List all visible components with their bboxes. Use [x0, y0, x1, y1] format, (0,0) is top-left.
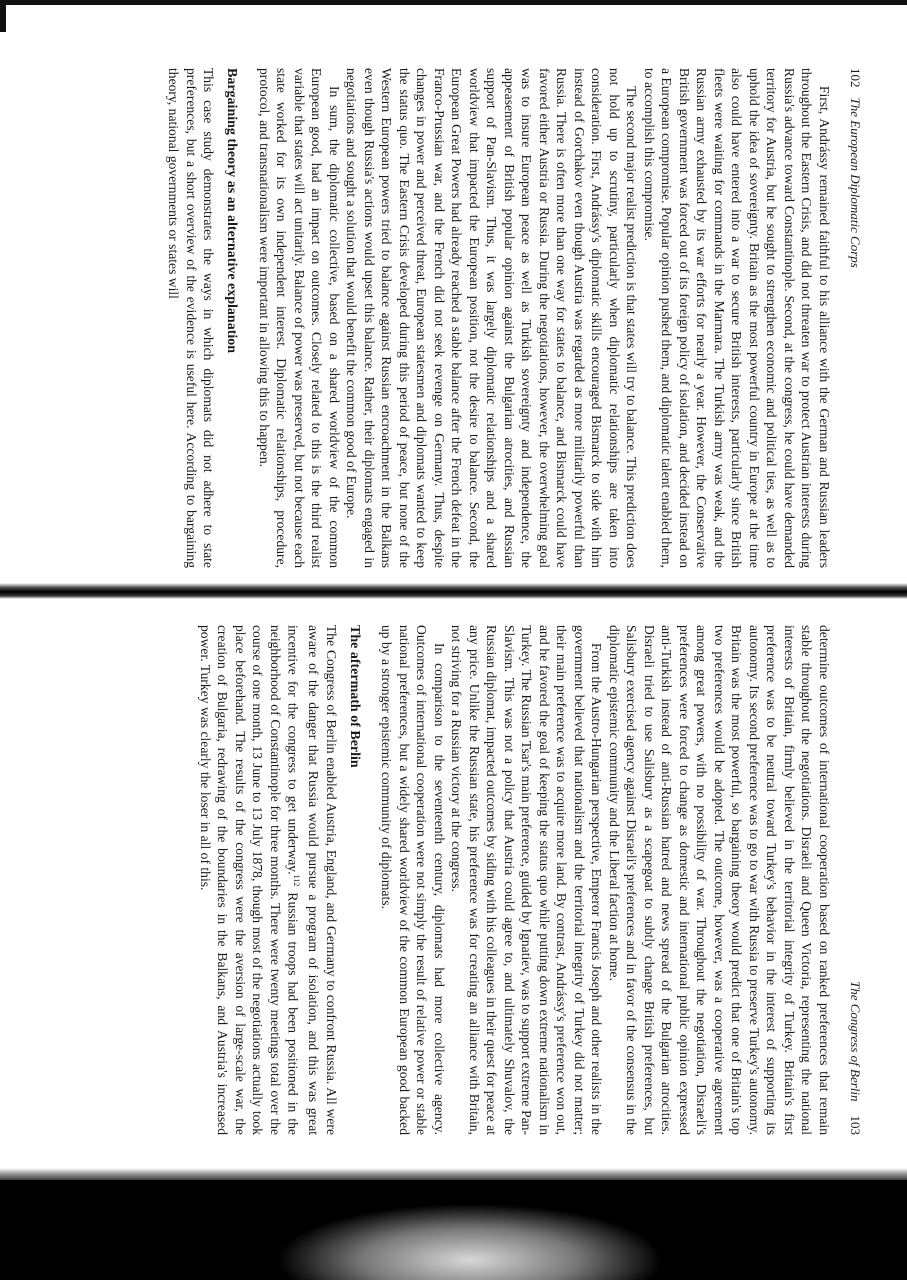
footnote-ref: 112: [292, 874, 301, 887]
right-paragraph-2: From the Austro-Hungarian perspective, Emperor Francis Joseph and other realists in the government believed that nationalism and the territorial integrity of Turkey did not matter; their main preference was to acquire more land. By contrast, Andrássy's preference won out, and he favored the goal of keeping the status quo while putting down extreme nationalism in Turkey. The Russian Tsar's main preference, guided by Ignatiev, was to support extreme Pan-Slavism. This was not a policy that Austria could agree to, and ultimately Shuvalov, the Russian diplomat, impacted outcomes by siding with his colleagues in their quest for peace at any price. Unlike the Russian state, his preference was for creating an alliance with Britain, not striving for a Russian victory at the congress.: [449, 625, 605, 1135]
right-page: [63, 625, 863, 1135]
scan-left-edge: [0, 0, 6, 32]
left-section-heading: Bargaining theory as an alternative explanation: [224, 68, 240, 354]
right-section-heading: The aftermath of Berlin: [347, 625, 362, 768]
left-section-paragraph: This case study demonstrates the ways in which diplomats did not adhere to state preferences, but a short overview of the evidence is useful here. According to bargaining theory, national governments or states will: [166, 68, 217, 568]
left-page-number: 102: [848, 68, 863, 88]
left-running-head: [847, 68, 863, 568]
book-spine: [0, 583, 907, 599]
right-running-title: The Congress of Berlin: [848, 981, 863, 1102]
left-paragraph-2: The second major realist prediction is that states will try to balance. This prediction does not hold up to scrutiny, particularly when diplomatic relationships are taken into consideration. First, Andrássy's diplomatic skills encouraged Bismarck to side with him instead of Gorchakov even though Austria was regarded as more militarily powerful than Russia. There is often more than one way for states to balance, and Bismarck could have favored either Austria or Russia. During the negotiations, however, the overwhelming goal was to insure European peace as well as Turkish sovereignty and independence, the appeasement of British popular opinion against the Bulgarian atrocities, and Russian support of Pan-Slavism. Thus, it was largely diplomatic relationships and a shared worldview that impacted the European position, not the desire to balance. Second, the European Great Powers had already reached a stable balance after the French defeat in the Franco-Prussian war, and the French did not seek revenge on Germany. Thus, despite changes in power and perceived threat, European statesmen and diplomats wanted to keep the status quo. The Eastern Crisis developed during this period of peace, but none of the Western European powers tried to balance against Russian encroachment in the Balkans even though Russia's actions would upset this balance. Rather, their diplomats engaged in negotiations and sought a solution that would benefit the common good of Europe.: [344, 68, 640, 568]
scan-top-edge: [0, 0, 907, 5]
left-paragraph-1: First, Andrássy remained faithful to his alliance with the German and Russian leaders throughout the Eastern Crisis, and did not threaten war to protect Austrian interests during Russia's advance toward Constantinople. Second, at the congress, he could have demanded territory for Austria, but he sought to strengthen economic and political ties, as well as to uphold the idea of sovereignty. Britain as the most powerful country in Europe at the time also could have entered into a war to secure British interests, particularly since British fleets were waiting for commands in the Marmara. The Turkish army was weak, and the Russian army exhausted by its war efforts for nearly a year. However, the Conservative British government was forced out of its foreign policy of isolation, and decided instead on a European compromise. Popular opinion pushed them, and diplomatic talent enabled them, to accomplish this compromise.: [642, 68, 832, 568]
right-paragraph-1: determine outcomes of international cooperation based on ranked preferences that remain stable throughout the negotiations. Disraeli and Queen Victoria, representing the national interests of Britain, firmly believed in the territorial integrity of Turkey. Britain's first preference was to be neutral toward Turkey's behavior in the interest of supporting its autonomy. Its second preference was to go to war with Russia to preserve Turkey's autonomy. Britain was the most powerful, so bargaining theory would predict that one of Britain's top two preferences would be adopted. The outcome, however, was a cooperative agreement among great powers, with no possibility of war. Throughout the negotiation, Disraeli's preferences were forced to change as domestic and international public opinion expressed anti-Turkish instead of anti-Russian hatred and news spread of the Bulgarian atrocities. Disraeli tried to use Salisbury as a scapegoat to subtly change British preferences, but Salisbury exercised agency against Disraeli's preferences and in favor of the consensus in the diplomatic epistemic community and the Liberal faction at home.: [607, 625, 832, 1135]
left-paragraph-3: In sum, the diplomatic collective, based on a shared worldview of the common European good, had an impact on outcomes. Closely related to this is the third realist variable that states will act unitarily. Balance of power was preserved, but not because each state worked for its own independent interest. Diplomatic relationships, procedure, protocol, and transnationalism were important in allowing this to happen.: [257, 68, 342, 568]
aftermath-text-cont: Russian troops had been positioned in the neighborhood of Constantinople for three months. There were twenty meetings total over the course of one month, 13 June to 13 July 1878, though most of the negotiations actually took place beforehand. The results of the congress were the aversion of large-scale war, the creation of Bulgaria, redrawing of the boundaries in the Balkans, and Austria's increased power. Turkey was clearly the loser in all of this.: [197, 625, 301, 1135]
right-page-number: 103: [848, 1115, 863, 1135]
scanner-shadow: [0, 1180, 907, 1280]
aftermath-text: The Congress of Berlin enabled Austria, England, and Germany to confront Russia. All were aware of the danger that Russia would pursue a program of isolation, and this was great incentive for the congress to get underway.: [285, 625, 339, 1135]
right-section-paragraph: [196, 625, 340, 1135]
left-page: [63, 68, 863, 568]
right-paragraph-3: In comparison to the seventeenth century, diplomats had more collective agency. Outcomes of international cooperation were not simply the result of relative power or stable national preferences, but a widely shared worldview of the common European good backed up by a stronger epistemic community of diplomats.: [379, 625, 447, 1135]
left-running-title: The European Diplomatic Corps: [848, 97, 863, 268]
right-running-head: [847, 625, 863, 1135]
